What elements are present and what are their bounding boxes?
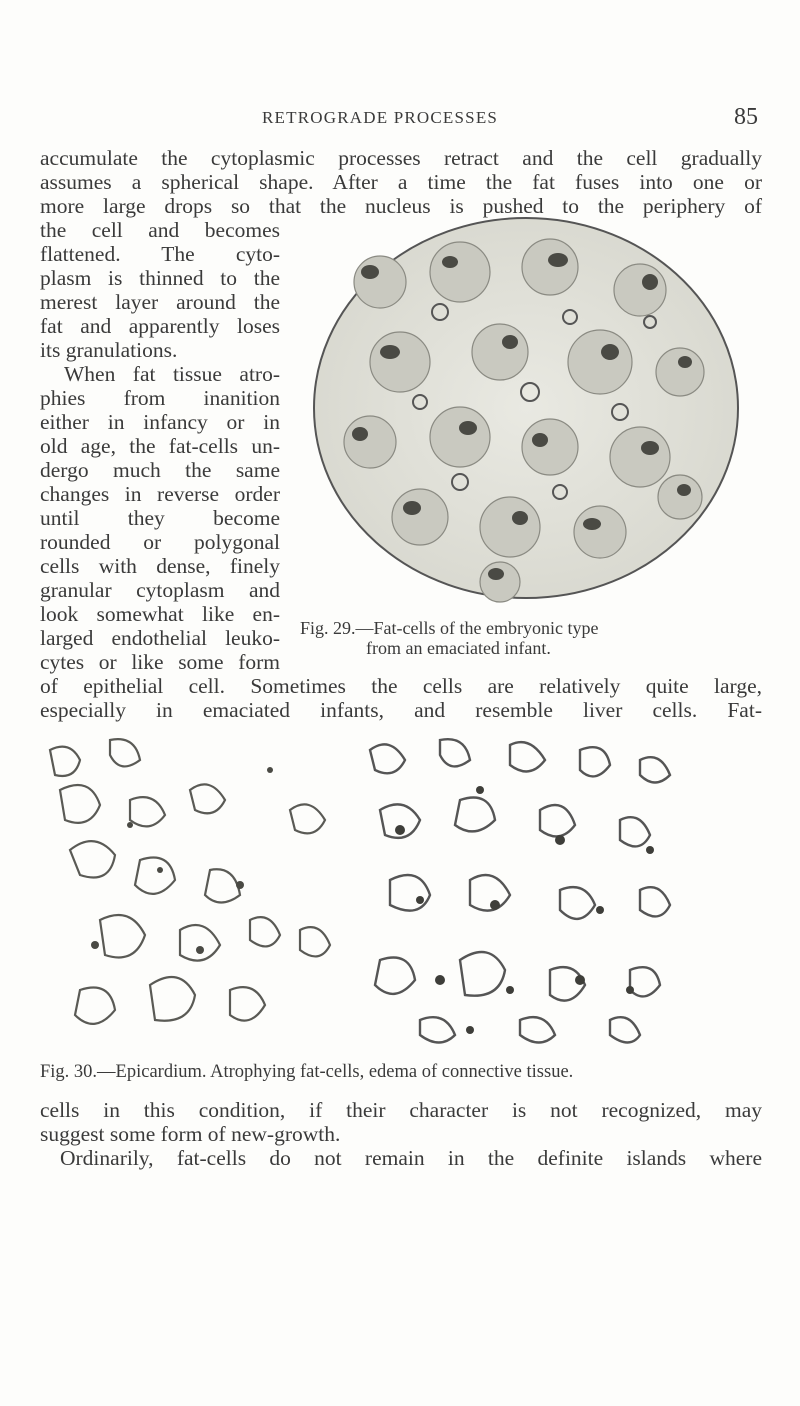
paragraph-line: granular cytoplasm and — [40, 578, 280, 602]
paragraph-line: cytes or like some form — [40, 650, 280, 674]
paragraph-line: of epithelial cell. Sometimes the cells are relatively quite large, — [40, 674, 762, 698]
paragraph-line: flattened. The cyto- — [40, 242, 280, 266]
paragraph-line: suggest some form of new-growth. — [40, 1122, 341, 1146]
paragraph-line: either in infancy or in — [40, 410, 280, 434]
paragraph-line: accumulate the cytoplasmic processes retract and the cell gradually — [40, 146, 762, 170]
paragraph-line: more large drops so that the nucleus is pushed to the periphery of — [40, 194, 762, 218]
paragraph-line: larged endothelial leuko- — [40, 626, 280, 650]
paragraph-line: especially in emaciated infants, and resemble liver cells. Fat- — [40, 698, 762, 722]
page-number: 85 — [734, 104, 758, 130]
paragraph-line: cells with dense, finely — [40, 554, 280, 578]
fig29-caption — [300, 618, 770, 658]
fig29-caption-line: from an emaciated infant. — [366, 638, 551, 658]
paragraph-line: plasm is thinned to the — [40, 266, 280, 290]
paragraph-line: Ordinarily, fat-cells do not remain in the definite islands where — [60, 1146, 762, 1170]
fig30-illustration — [40, 730, 762, 1050]
paragraph-line: the cell and becomes — [40, 218, 280, 242]
paragraph-line: until they become — [40, 506, 280, 530]
paragraph-line: assumes a spherical shape. After a time the fat fuses into one or — [40, 170, 762, 194]
paragraph-line: its granulations. — [40, 338, 178, 362]
paragraph-line: fat and apparently loses — [40, 314, 280, 338]
page-header — [0, 104, 800, 134]
fig29-illustration — [300, 212, 770, 612]
paragraph-line: old age, the fat-cells un- — [40, 434, 280, 458]
paragraph-line: look somewhat like en- — [40, 602, 280, 626]
paragraph-line: cells in this condition, if their character is not recognized, may — [40, 1098, 762, 1122]
paragraph-line: rounded or polygonal — [40, 530, 280, 554]
paragraph-line: merest layer around the — [40, 290, 280, 314]
fig30-caption: Fig. 30.—Epicardium. Atrophying fat-cells, edema of connective tissue. — [40, 1062, 574, 1082]
paragraph-line: phies from inanition — [40, 386, 280, 410]
running-title: RETROGRADE PROCESSES — [262, 108, 499, 127]
fig29-caption-line: Fig. 29.—Fat-cells of the embryonic type — [300, 618, 599, 638]
paragraph-line: dergo much the same — [40, 458, 280, 482]
paragraph-line: When fat tissue atro- — [64, 362, 280, 386]
paragraph-line: changes in reverse order — [40, 482, 280, 506]
